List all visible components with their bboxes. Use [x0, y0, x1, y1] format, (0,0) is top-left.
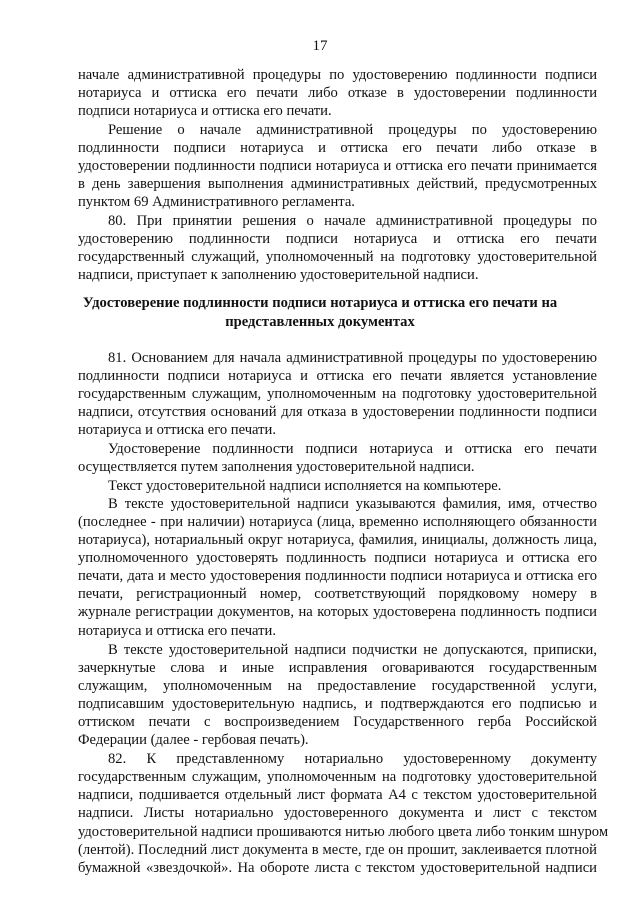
- text-line: государственным служащим, уполномоченным на подготовку удостоверительной: [78, 386, 597, 402]
- heading-line: Удостоверение подлинности подписи нотариуса и оттиска его печати на: [82, 295, 558, 311]
- text-line: нотариуса и оттиска его печати либо отказе в удостоверении подлинности: [78, 85, 597, 101]
- text-line: надписи, приступает к заполнению удостоверительной надписи.: [78, 267, 479, 283]
- text-line: надписи. Листы нотариально удостоверенного документа и лист с текстом: [78, 805, 597, 821]
- text-line: удостоверению подлинности подписи нотариуса и оттиска его печати: [78, 231, 597, 247]
- text-line: подписи нотариуса и оттиска его печати.: [78, 103, 332, 119]
- text-line: печати, дата и место удостоверения подлинности подписи нотариуса и оттиска его: [78, 568, 597, 584]
- text-line: журнале регистрации документов, на которых удостоверена подлинность подписи: [78, 604, 597, 620]
- text-line: Решение о начале административной процедуры по удостоверению: [108, 122, 597, 138]
- text-line: печати, регистрационный номер, соответствующий порядковому номеру в: [78, 586, 597, 602]
- heading-line: представленных документах: [225, 314, 415, 330]
- text-line: государственным служащим, уполномоченным на подготовку удостоверительной: [78, 769, 597, 785]
- text-line: В тексте удостоверительной надписи указываются фамилия, имя, отчество: [108, 496, 597, 512]
- text-line: в день завершения выполнения административных действий, предусмотренных: [78, 176, 597, 192]
- text-line: надписи, отсутствия оснований для отказа в удостоверении подлинности подписи: [78, 404, 597, 420]
- text-line: подлинности подписи нотариуса и оттиска его печати является установление: [78, 368, 597, 384]
- text-line: Удостоверение подлинности подписи нотариуса и оттиска его печати: [108, 441, 597, 457]
- text-line: надписи, подшивается отдельный лист формата А4 с текстом удостоверительной: [78, 787, 597, 803]
- text-line: осуществляется путем заполнения удостоверительной надписи.: [78, 459, 475, 475]
- text-line: (последнее - при наличии) нотариуса (лица, временно исполняющего обязанности: [78, 514, 597, 530]
- text-line: 81. Основанием для начала административной процедуры по удостоверению: [108, 350, 597, 366]
- text-line: зачеркнутые слова и иные исправления оговариваются государственным: [78, 660, 597, 676]
- text-line: подписавшим удостоверительную надпись, и подтверждаются его подписью и: [78, 696, 597, 712]
- text-line: государственный служащий, уполномоченный на подготовку удостоверительной: [78, 249, 597, 265]
- text-line: Текст удостоверительной надписи исполняется на компьютере.: [108, 478, 502, 494]
- text-line: начале административной процедуры по удостоверению подлинности подписи: [78, 67, 597, 83]
- text-line: подлинности подписи нотариуса и оттиска его печати либо отказе в: [78, 140, 597, 156]
- text-line: В тексте удостоверительной надписи подчистки не допускаются, приписки,: [108, 642, 597, 658]
- text-line: оттиском печати с воспроизведением Государственного герба Российской: [78, 714, 597, 730]
- text-line: нотариуса и оттиска его печати.: [78, 422, 276, 438]
- text-line: удостоверительной надписи прошиваются нитью любого цвета либо тонким шнуром: [78, 824, 609, 840]
- page-number: 17: [312, 38, 328, 54]
- text-line: (лентой). Последний лист документа в месте, где он прошит, заклеивается плотной: [78, 842, 597, 858]
- text-line: Федерации (далее - гербовая печать).: [78, 732, 309, 748]
- text-line: служащим, уполномоченным на предоставление государственной услуги,: [78, 678, 597, 694]
- text-line: удостоверении подлинности подписи нотариуса и оттиска его печати принимается: [78, 158, 597, 174]
- text-line: пунктом 69 Административного регламента.: [78, 194, 355, 210]
- text-line: нотариуса и оттиска его печати.: [78, 623, 276, 639]
- text-line: 82. К представленному нотариально удостоверенному документу: [108, 751, 597, 767]
- text-line: 80. При принятии решения о начале административной процедуры по: [108, 213, 597, 229]
- text-line: нотариуса), нотариальный округ нотариуса, фамилия, инициалы, должность лица,: [78, 532, 597, 548]
- text-line: бумажной «звездочкой». На обороте листа с текстом удостоверительной надписи: [78, 860, 597, 876]
- text-line: уполномоченного удостоверять подлинность подписи нотариуса и оттиска его: [78, 550, 597, 566]
